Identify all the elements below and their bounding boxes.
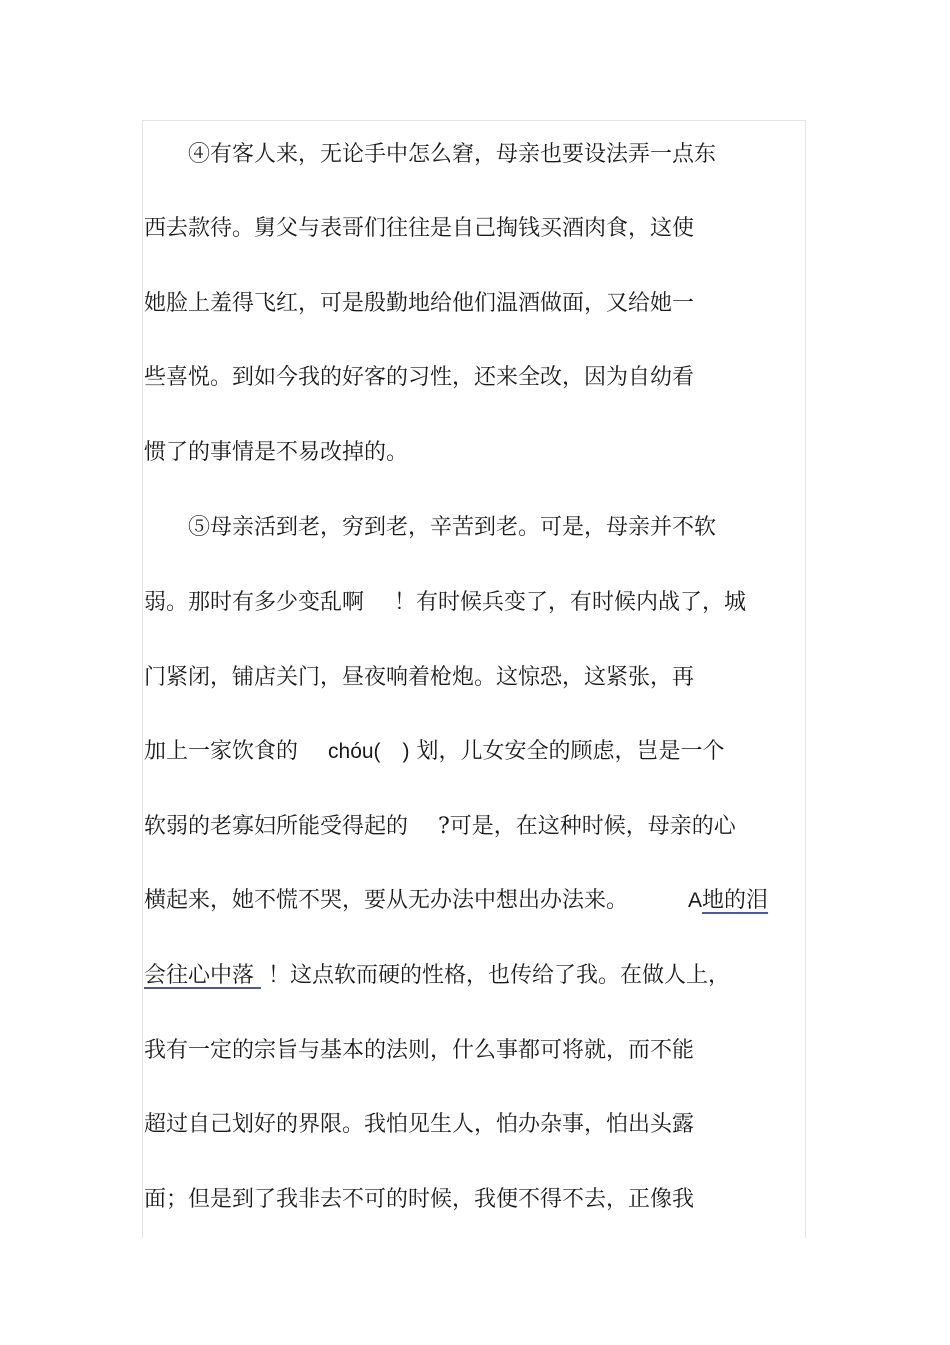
paragraph-5-line-8: 我有一定的宗旨与基本的法则，什么事都可将就，而不能 <box>144 1038 695 1063</box>
paragraph-5-line-5 <box>144 807 736 847</box>
paragraph-4-line-4: 些喜悦。到如今我的好客的习性，还来全改，因为自幼看 <box>144 365 695 390</box>
paragraph-5-line-3: 门紧闭，铺店关门，昼夜响着枪炮。这惊恐，这紧张，再 <box>144 665 695 690</box>
paragraph-4-line-1: ④有客人来，无论手中怎么窘，母亲也要设法弄一点东 <box>188 142 717 167</box>
paragraph-5-line-4-part-a: 加上一家饮食的 <box>144 739 299 764</box>
paragraph-4-line-5: 惯了的事情是不易改掉的。 <box>144 440 409 465</box>
paragraph-5-line-5-part-a: 软弱的老寡妇所能受得起的 <box>144 814 409 839</box>
paragraph-5-line-6-part-a: 横起来，她不慌不哭，要从无办法中想出办法来。 <box>144 888 629 913</box>
underline-tail <box>254 956 268 996</box>
paragraph-5-line-5-part-b: ?可是，在这种时候，母亲的心 <box>438 814 736 839</box>
paragraph-5-line-2-part-b: ！有时候兵变了，有时候内战了，城 <box>394 590 747 615</box>
paragraph-5-line-9: 超过自己划好的界限。我怕见生人，怕办杂事，怕出头露 <box>144 1112 695 1137</box>
paragraph-5-line-2-part-a: 弱。那时有多少变乱啊 <box>144 590 365 615</box>
underlined-sentence-part-2: 会往心中落 <box>144 963 255 988</box>
underlined-sentence-part-1: 地的泪 <box>702 888 769 913</box>
paragraph-5-line-1: ⑤母亲活到老，穷到老，辛苦到老。可是，母亲并不软 <box>188 515 717 540</box>
pinyin-chou-blank: chóu( <box>328 740 381 763</box>
paragraph-5-line-6 <box>144 881 768 921</box>
paragraph-4-line-2: 西去款待。舅父与表哥们往往是自己掏钱买酒肉食，这使 <box>144 216 695 241</box>
paragraph-5-line-10: 面；但是到了我非去不可的时候，我便不得不去，正像我 <box>144 1187 695 1212</box>
paragraph-5-line-7 <box>144 956 730 996</box>
paragraph-5-line-2 <box>144 583 746 623</box>
paragraph-4-line-3: 她脸上羞得飞红，可是殷勤地给他们温酒做面，又给她一 <box>144 291 695 316</box>
blank-close-paren: ) <box>402 740 410 763</box>
question-marker-a: A <box>688 889 703 912</box>
paragraph-5-line-4-part-d: 划，儿女安全的顾虑，岂是一个 <box>416 739 725 764</box>
paragraph-5-line-4 <box>144 732 725 772</box>
paragraph-5-line-7-part-b: ！这点软而硬的性格，也传给了我。在做人上， <box>268 963 731 988</box>
